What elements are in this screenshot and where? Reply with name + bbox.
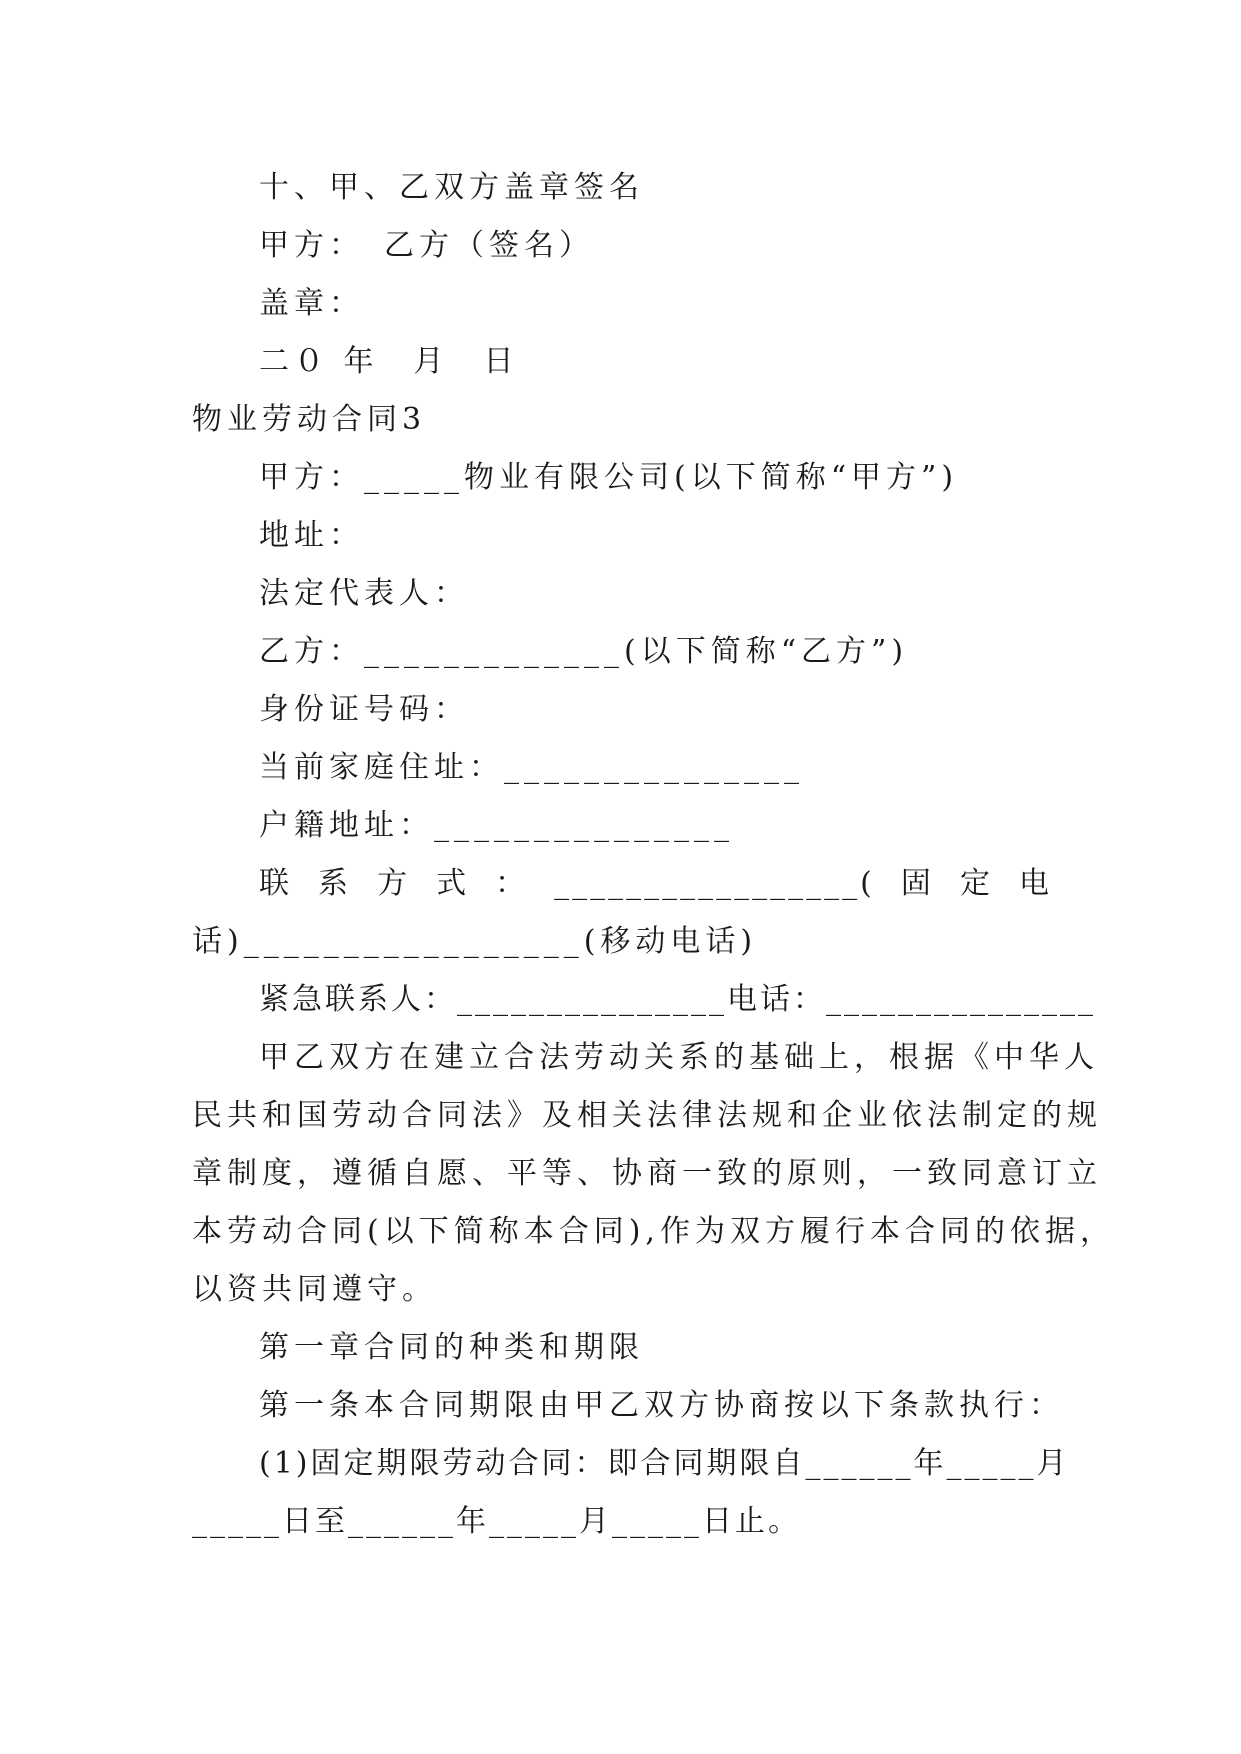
date-line: 二０ 年 月 日 xyxy=(259,344,519,379)
preamble-line-3: 章制度，遵循自愿、平等、协商一致的原则，一致同意订立 xyxy=(192,1156,1102,1191)
section-ten-heading: 十、甲、乙双方盖章签名 xyxy=(259,170,644,205)
article-one-line: 第一条本合同期限由甲乙双方协商按以下条款执行： xyxy=(259,1388,1064,1423)
fixed-term-line-1: (1)固定期限劳动合同：即合同期限自______年_____月 xyxy=(259,1446,1070,1481)
address-line: 地址： xyxy=(259,518,364,553)
preamble-line-4: 本劳动合同(以下简称本合同),作为双方履行本合同的依据， xyxy=(192,1214,1115,1249)
contract-title: 物业劳动合同3 xyxy=(192,402,427,437)
id-number-line: 身份证号码： xyxy=(259,692,469,727)
preamble-line-2: 民共和国劳动合同法》及相关法律法规和企业依法制定的规 xyxy=(192,1098,1102,1133)
party-a-line: 甲方：_____物业有限公司(以下简称“甲方”) xyxy=(259,460,959,495)
contact-phone-line: 话)_________________(移动电话) xyxy=(192,924,758,959)
preamble-line-5: 以资共同遵守。 xyxy=(192,1272,437,1307)
preamble-line-1: 甲乙双方在建立合法劳动关系的基础上，根据《中华人 xyxy=(259,1040,1099,1075)
fixed-term-line-2: _____日至______年_____月_____日止。 xyxy=(192,1504,801,1539)
emergency-contact-line: 紧急联系人：_______________电话：_______________ xyxy=(259,982,1096,1017)
registered-address-line: 户籍地址：_______________ xyxy=(259,808,734,843)
home-address-line: 当前家庭住址：_______________ xyxy=(259,750,804,785)
seal-line: 盖章： xyxy=(259,286,364,321)
party-a-b-signature-line: 甲方： 乙方（签名） xyxy=(259,228,594,263)
chapter-one-heading: 第一章合同的种类和期限 xyxy=(259,1330,644,1365)
contact-method-line: 联系方式：_________________(固定电 xyxy=(259,866,1052,901)
legal-representative-line: 法定代表人： xyxy=(259,576,469,611)
party-b-line: 乙方：_____________(以下简称“乙方”) xyxy=(259,634,909,669)
